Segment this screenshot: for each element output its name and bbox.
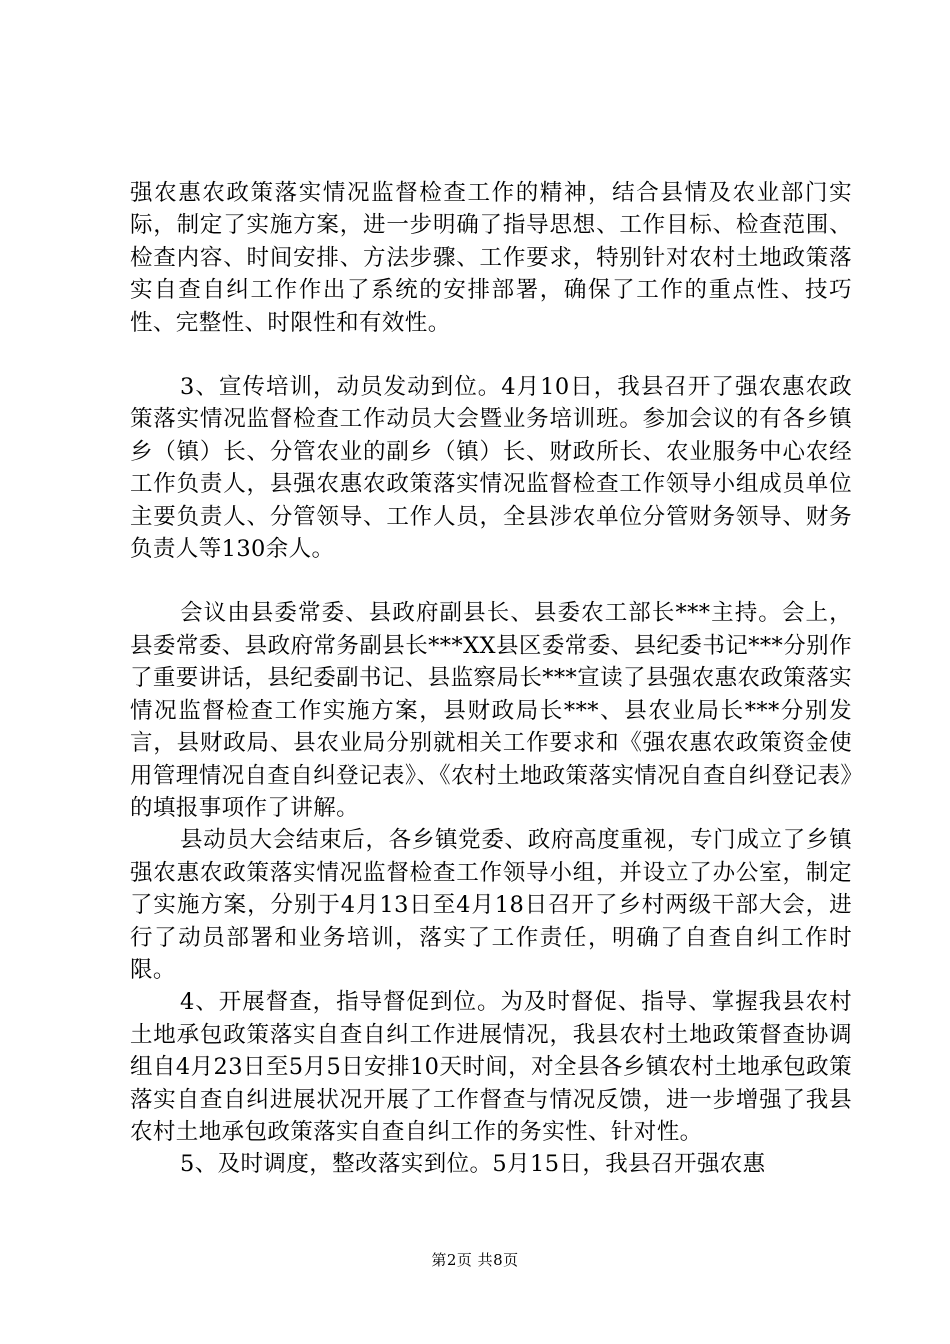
paragraph-gap — [130, 565, 852, 597]
document-body — [130, 177, 852, 1181]
paragraph-township-followup: 县动员大会结束后，各乡镇党委、政府高度重视，专门成立了乡镇强农惠农政策落实情况监督检查工作领导小组，并设立了办公室，制定了实施方案，分别于4月13日至4月18日召开了乡村两级干部大会，进行了动员部署和业务培训，落实了工作责任，明确了自查自纠工作时限。 — [130, 827, 852, 983]
paragraph-publicity-training: 3、宣传培训，动员发动到位。4月10日，我县召开了强农惠农政策落实情况监督检查工作动员大会暨业务培训班。参加会议的有各乡镇乡（镇）长、分管农业的副乡（镇）长、财政所长、农业服务中心农经工作负责人，县强农惠农政策落实情况监督检查工作领导小组成员单位主要负责人、分管领导、工作人员，全县涉农单位分管财务领导、财务负责人等130余人。 — [130, 374, 852, 563]
paragraph-continuation: 强农惠农政策落实情况监督检查工作的精神，结合县情及农业部门实际，制定了实施方案，进一步明确了指导思想、工作目标、检查范围、检查内容、时间安排、方法步骤、工作要求，特别针对农村土地政策落实自查自纠工作作出了系统的安排部署，确保了工作的重点性、技巧性、完整性、时限性和有效性。 — [130, 180, 852, 336]
paragraph-gap — [130, 339, 852, 371]
paragraph-scheduling: 5、及时调度，整改落实到位。5月15日，我县召开强农惠 — [180, 1151, 766, 1178]
paragraph-meeting: 会议由县委常委、县政府副县长、县委农工部长***主持。会上，县委常委、县政府常务副县长***XX县区委常委、县纪委书记***分别作了重要讲话，县纪委副书记、县监察局长***宣读了县强农惠农政策落实情况监督检查工作实施方案，县财政局长***、县农业局长***分别发言，县财政局、县农业局分别就相关工作要求和《强农惠农政策资金使用管理情况自查自纠登记表》、《农村土地政策落实情况自查自纠登记表》的填报事项作了讲解。 — [130, 600, 852, 821]
paragraph-supervision: 4、开展督查，指导督促到位。为及时督促、指导、掌握我县农村土地承包政策落实自查自纠工作进展情况，我县农村土地政策督查协调组自4月23日至5月5日安排10天时间，对全县各乡镇农村土地承包政策落实自查自纠进展状况开展了工作督查与情况反馈，进一步增强了我县农村土地承包政策落实自查自纠工作的务实性、针对性。 — [130, 989, 852, 1145]
page-number: 第2页 共8页 — [431, 1251, 519, 1269]
